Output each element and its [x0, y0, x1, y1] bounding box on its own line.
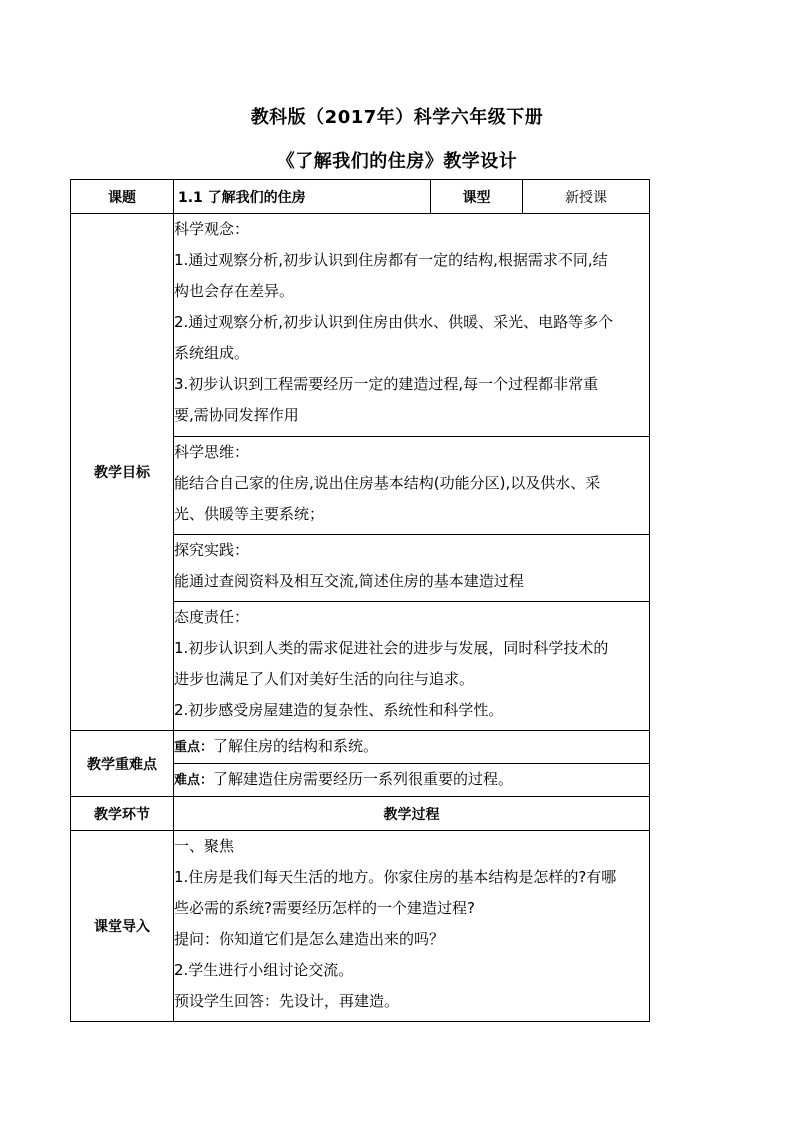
intro-row [71, 831, 650, 1022]
attitude-heading: 态度责任： [174, 608, 250, 626]
difficulty-cell [174, 764, 650, 797]
intro-line: 1.住房是我们每天生活的地方。你家住房的基本结构是怎样的?有哪 [174, 868, 617, 886]
intro-label: 课堂导入 [71, 831, 174, 1022]
intro-line: 提问：你知道它们是怎么建造出来的吗？ [174, 930, 445, 948]
process-header-row [71, 797, 650, 831]
science-concepts-line: 构也会存在差异。 [174, 282, 295, 300]
attitude-line: 1.初步认识到人类的需求促进社会的进步与发展，同时科学技术的 [174, 639, 609, 657]
science-concepts-line: 2.通过观察分析,初步认识到住房由供水、供暖、采光、电路等多个 [174, 313, 614, 331]
inquiry-heading: 探究实践： [174, 541, 250, 559]
key-points-row [71, 731, 650, 764]
topic-label: 课题 [71, 180, 174, 214]
intro-cell [174, 831, 650, 1022]
science-concepts-line: 系统组成。 [174, 344, 250, 362]
document-title: 教科版（2017年）科学六年级下册 [250, 107, 544, 128]
attitude-line: 进步也满足了人们对美好生活的向往与追求。 [174, 670, 475, 688]
difficulty-text: 了解建造住房需要经历一系列很重要的过程。 [213, 770, 514, 788]
document-subtitle: 《了解我们的住房》教学设计 [276, 151, 518, 172]
science-thinking-line: 能结合自己家的住房,说出住房基本结构(功能分区),以及供水、采 [174, 474, 601, 492]
intro-line: 2.学生进行小组讨论交流。 [174, 961, 354, 979]
topic-value: 1.1 了解我们的住房 [174, 180, 431, 214]
science-concepts-line: 3.初步认识到工程需要经历一定的建造过程,每一个过程都非常重 [174, 375, 599, 393]
inquiry-cell [174, 535, 650, 602]
science-concepts-line: 要,需协同发挥作用 [174, 406, 299, 424]
science-thinking-cell [174, 437, 650, 535]
science-thinking-heading: 科学思维： [174, 443, 250, 461]
difficulty-key: 难点： [174, 773, 214, 788]
intro-line: 些必需的系统?需要经历怎样的一个建造过程? [174, 899, 475, 917]
inquiry-line: 能通过查阅资料及相互交流,简述住房的基本建造过程 [174, 572, 524, 590]
topic-row [71, 180, 650, 214]
objectives-label: 教学目标 [71, 214, 174, 731]
attitude-cell [174, 602, 650, 731]
objectives-row [71, 214, 650, 437]
intro-line: 一、聚焦 [174, 837, 235, 855]
stage-label: 教学环节 [71, 797, 174, 831]
type-label: 课型 [431, 180, 523, 214]
science-concepts-cell [174, 214, 650, 437]
process-label: 教学过程 [174, 797, 650, 831]
focus-key: 重点： [174, 740, 214, 755]
science-concepts-line: 1.通过观察分析,初步认识到住房都有一定的结构,根据需求不同,结 [174, 251, 608, 269]
focus-cell [174, 731, 650, 764]
science-concepts-heading: 科学观念： [174, 220, 250, 238]
key-points-label: 教学重难点 [71, 731, 174, 797]
type-value: 新授课 [523, 180, 650, 214]
attitude-line: 2.初步感受房屋建造的复杂性、系统性和科学性。 [174, 701, 504, 719]
focus-text: 了解住房的结构和系统。 [213, 737, 379, 755]
intro-line: 预设学生回答：先设计，再建造。 [174, 992, 400, 1010]
science-thinking-line: 光、供暖等主要系统； [174, 505, 325, 523]
lesson-plan-table [70, 179, 650, 1022]
